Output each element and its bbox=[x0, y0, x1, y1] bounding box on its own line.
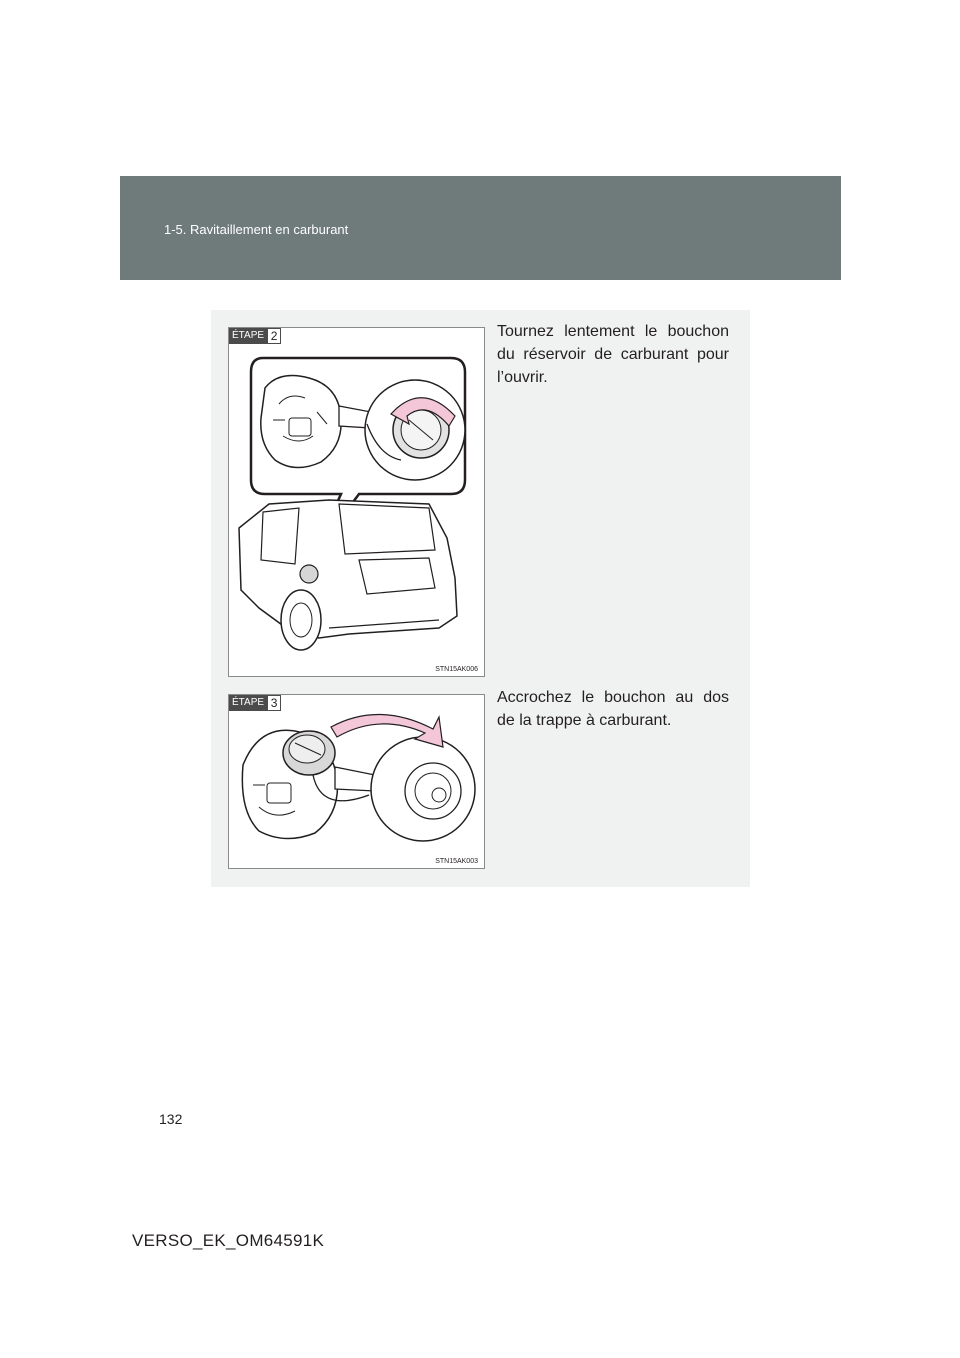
step-badge-number: 2 bbox=[267, 328, 281, 344]
fuel-cap-hanging-illustration bbox=[229, 695, 486, 870]
header-band bbox=[120, 176, 841, 280]
figure-step-2 bbox=[228, 327, 485, 677]
document-code: VERSO_EK_OM64591K bbox=[132, 1231, 325, 1250]
section-title: 1-5. Ravitaillement en carburant bbox=[164, 222, 349, 237]
step-badge bbox=[229, 328, 281, 344]
step-badge-word: ÉTAPE bbox=[229, 695, 267, 711]
step-badge-number: 3 bbox=[267, 695, 281, 711]
figure-code: STN15AK003 bbox=[435, 858, 478, 865]
figure-code: STN15AK006 bbox=[435, 666, 478, 673]
step-badge-word: ÉTAPE bbox=[229, 328, 267, 344]
page-number: 132 bbox=[159, 1111, 183, 1127]
step-2-instruction: Tournez lentement le bouchon du réservoir de carburant pour l’ouvrir. bbox=[497, 323, 729, 386]
fuel-cap-opening-illustration bbox=[229, 328, 486, 678]
figure-step-3 bbox=[228, 694, 485, 869]
step-3-instruction: Accrochez le bouchon au dos de la trappe à carburant. bbox=[497, 689, 729, 729]
step-badge bbox=[229, 695, 281, 711]
